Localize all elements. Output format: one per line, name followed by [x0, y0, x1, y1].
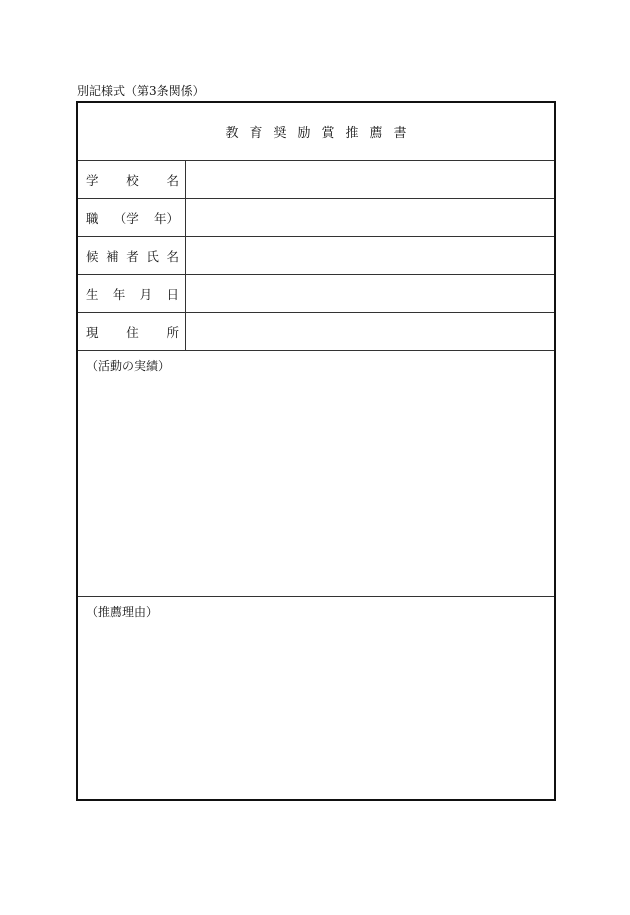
position-grade-field[interactable] [186, 199, 554, 236]
title-row [78, 103, 554, 161]
field-row-candidate [78, 237, 554, 275]
birthdate-field[interactable] [186, 275, 554, 312]
activities-section [78, 351, 554, 597]
field-label-school: 学 校 名 [78, 161, 186, 198]
field-row-position [78, 199, 554, 237]
field-label-birthdate: 生 年 月 日 [78, 275, 186, 312]
field-row-school [78, 161, 554, 199]
field-label-address: 現 住 所 [78, 313, 186, 350]
field-label-candidate: 候 補 者 氏 名 [78, 237, 186, 274]
reason-section [78, 597, 554, 799]
field-row-birthdate [78, 275, 554, 313]
candidate-name-field[interactable] [186, 237, 554, 274]
field-row-address [78, 313, 554, 351]
activities-field[interactable] [78, 375, 554, 596]
form-title: 教育奨励賞推薦書 [225, 126, 418, 141]
activities-label: （活動の実績） [86, 359, 171, 373]
reason-label: （推薦理由） [86, 605, 159, 619]
address-field[interactable] [186, 313, 554, 350]
recommendation-form [76, 101, 556, 801]
field-label-position: 職 （学 年） [78, 199, 186, 236]
reason-field[interactable] [78, 621, 554, 799]
form-caption: 別記様式（第3条関係） [77, 84, 205, 98]
school-name-field[interactable] [186, 161, 554, 198]
